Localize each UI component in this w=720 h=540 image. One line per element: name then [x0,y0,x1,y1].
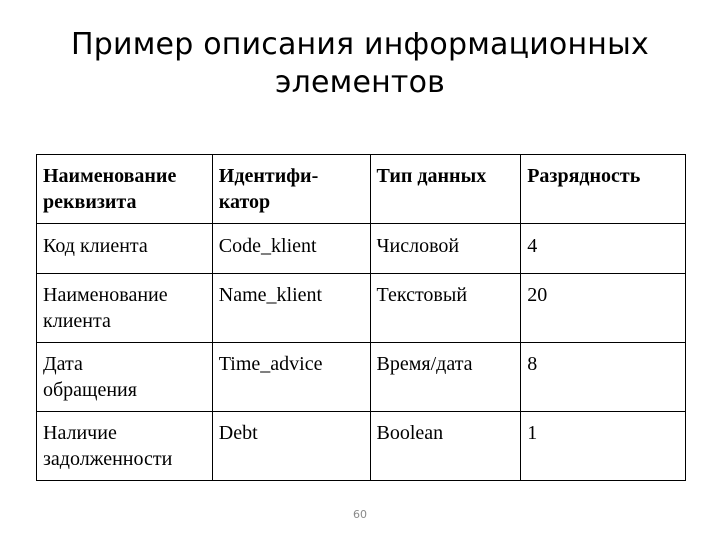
cell-text: Дата обращения [43,353,137,401]
cell-text: Code_klient [218,235,317,257]
table-cell [212,274,370,343]
title-line-2: элементов [274,65,446,100]
cell-text: Время/дата [376,353,473,375]
cell-text: Наименование клиента [43,284,168,332]
table-cell [521,224,686,274]
cell-text: Текстовый [376,284,468,306]
table-row [37,274,686,343]
table-cell [37,224,213,274]
table-cell [37,343,213,412]
table-cell [37,274,213,343]
table-cell [370,343,521,412]
table-cell [37,412,213,481]
cell-text: Наличие задолженности [43,422,173,470]
cell-text: 1 [527,422,538,444]
table-cell [212,343,370,412]
cell-text: Код клиента [43,235,148,257]
cell-text: 4 [527,235,538,257]
cell-text: 8 [527,353,538,375]
title-line-1: Пример описания информационных [71,27,649,62]
table-row [37,343,686,412]
header-width-text: Разрядность [527,165,641,187]
header-identifier [212,155,370,224]
page-number: 60 [353,508,367,521]
header-requisite-name [37,155,213,224]
header-data-type [370,155,521,224]
table-row [37,224,686,274]
table-cell [370,274,521,343]
info-elements-table [36,154,686,481]
cell-text: Boolean [376,422,444,444]
table-cell [212,412,370,481]
slide-title [0,26,720,102]
table-header-row [37,155,686,224]
cell-text: 20 [527,284,548,306]
cell-text: Числовой [376,235,460,257]
table-cell [370,224,521,274]
table-cell [370,412,521,481]
table-row [37,412,686,481]
cell-text: Time_advice [218,353,323,375]
header-width [521,155,686,224]
table-cell [521,412,686,481]
table-cell [521,274,686,343]
header-data-type-text: Тип данных [376,165,487,187]
table-cell [521,343,686,412]
header-identifier-text: Идентифи- катор [218,165,319,213]
table-cell [212,224,370,274]
cell-text: Debt [218,422,258,444]
cell-text: Name_klient [218,284,323,306]
header-requisite-name-text: Наименование реквизита [43,165,177,213]
